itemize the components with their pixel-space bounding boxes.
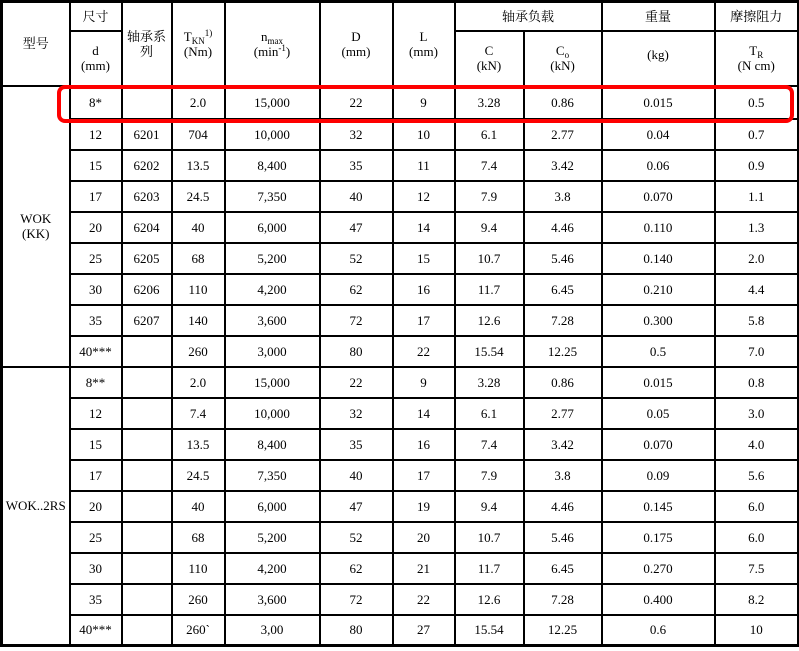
table-row <box>2 429 799 460</box>
table-cell: 27 <box>393 615 455 646</box>
table-cell <box>122 522 172 553</box>
table-cell: 5.6 <box>715 460 799 491</box>
table-cell: 0.110 <box>602 212 715 243</box>
table-row <box>2 615 799 646</box>
table-cell: 6.0 <box>715 491 799 522</box>
header-weight: 重量 <box>602 2 715 31</box>
table-row <box>2 274 799 305</box>
table-cell: 0.05 <box>602 398 715 429</box>
table-cell: 6.45 <box>524 553 602 584</box>
table-cell: 16 <box>393 274 455 305</box>
table-row <box>2 491 799 522</box>
model-cell <box>2 367 70 646</box>
table-cell: 68 <box>172 243 225 274</box>
table-cell: 40 <box>172 491 225 522</box>
table-row <box>2 305 799 336</box>
table-cell: 8.2 <box>715 584 799 615</box>
table-cell: 17 <box>70 460 122 491</box>
table-cell: 8* <box>70 86 122 119</box>
table-cell: 15 <box>70 150 122 181</box>
header-outer-diameter <box>320 2 393 86</box>
table-cell: 40 <box>172 212 225 243</box>
header-outer-diameter-symbol: D <box>351 28 361 44</box>
table-row <box>2 212 799 243</box>
table-cell: 3.8 <box>524 460 602 491</box>
table-cell: 3.8 <box>524 181 602 212</box>
table-cell: 9.4 <box>455 491 524 522</box>
table-cell: 0.09 <box>602 460 715 491</box>
table-cell: 4,200 <box>225 274 320 305</box>
table-cell <box>122 336 172 367</box>
table-cell: 0.06 <box>602 150 715 181</box>
header-length-unit: (mm) <box>409 43 438 59</box>
table-cell <box>122 367 172 398</box>
table-cell: 21 <box>393 553 455 584</box>
table-cell: 7.9 <box>455 460 524 491</box>
table-cell <box>122 615 172 646</box>
table-cell <box>122 460 172 491</box>
table-cell: 6205 <box>122 243 172 274</box>
header-series-line2: 列 <box>139 43 153 59</box>
table-row <box>2 460 799 491</box>
header-nmax <box>225 2 320 86</box>
table-cell: 7.4 <box>455 429 524 460</box>
table-cell: 72 <box>320 584 393 615</box>
table-cell: 35 <box>70 584 122 615</box>
table-cell: 0.400 <box>602 584 715 615</box>
table-cell: 25 <box>70 522 122 553</box>
table-cell <box>122 398 172 429</box>
table-row <box>2 243 799 274</box>
table-cell: 7.0 <box>715 336 799 367</box>
header-torque-symbol: $T_{KN}^{1)}$ <box>183 27 213 46</box>
table-cell: 17 <box>70 181 122 212</box>
table-cell: 7.4 <box>172 398 225 429</box>
table-cell: 13.5 <box>172 150 225 181</box>
header-length <box>393 2 455 86</box>
table-cell: 7.4 <box>455 150 524 181</box>
table-cell: 4.46 <box>524 212 602 243</box>
table-row <box>2 336 799 367</box>
table-row <box>2 181 799 212</box>
table-cell: 24.5 <box>172 181 225 212</box>
table-cell: 704 <box>172 119 225 150</box>
table-cell: 11.7 <box>455 553 524 584</box>
header-size: 尺寸 <box>70 2 122 31</box>
table-cell: 110 <box>172 274 225 305</box>
table-cell: 17 <box>393 460 455 491</box>
table-cell: 0.04 <box>602 119 715 150</box>
table-cell: 1.3 <box>715 212 799 243</box>
table-cell: 6.45 <box>524 274 602 305</box>
table-cell: 52 <box>320 243 393 274</box>
table-cell: 12.6 <box>455 305 524 336</box>
table-cell: 3,000 <box>225 336 320 367</box>
table-cell: 0.270 <box>602 553 715 584</box>
header-load-co-unit: (kN) <box>550 58 575 73</box>
table-cell: 40 <box>320 460 393 491</box>
header-load-co-symbol: $C_o$ <box>555 43 570 60</box>
table-cell: 15.54 <box>455 336 524 367</box>
header-series-line1: 轴承系 <box>126 28 166 44</box>
table-cell: 0.86 <box>524 86 602 119</box>
table-cell: 35 <box>70 305 122 336</box>
table-cell: 22 <box>393 336 455 367</box>
table-cell: 6,000 <box>225 212 320 243</box>
table-cell: 3,600 <box>225 305 320 336</box>
table-row <box>2 86 799 119</box>
table-cell: 3.0 <box>715 398 799 429</box>
table-cell: 9.4 <box>455 212 524 243</box>
table-cell: 3.42 <box>524 429 602 460</box>
table-cell: 40*** <box>70 336 122 367</box>
table-cell: 25 <box>70 243 122 274</box>
header-torque <box>172 2 225 86</box>
table-cell: 32 <box>320 119 393 150</box>
table-cell: 8,400 <box>225 429 320 460</box>
table-cell: 24.5 <box>172 460 225 491</box>
table-row <box>2 398 799 429</box>
header-load-co <box>524 31 602 86</box>
header-load-c-unit: (kN) <box>476 58 502 73</box>
table-cell: 0.070 <box>602 429 715 460</box>
table-cell: 62 <box>320 553 393 584</box>
table-row <box>2 367 799 398</box>
header-friction-symbol <box>715 31 799 86</box>
table-cell: 5,200 <box>225 243 320 274</box>
table-cell: 12 <box>70 398 122 429</box>
table-cell: 0.015 <box>602 367 715 398</box>
table-cell: 20 <box>393 522 455 553</box>
header-friction-unit: (N cm) <box>737 58 775 73</box>
table-cell: 6207 <box>122 305 172 336</box>
header-torque-unit: (Nm) <box>183 43 213 59</box>
table-cell: 20 <box>70 212 122 243</box>
table-cell: 4.4 <box>715 274 799 305</box>
table-cell: 7.5 <box>715 553 799 584</box>
model-label: (KK) <box>22 226 50 241</box>
table-cell: 140 <box>172 305 225 336</box>
table-cell: 7,350 <box>225 181 320 212</box>
header-model: 型号 <box>2 2 70 86</box>
table-cell: 260 <box>172 336 225 367</box>
table-cell: 10.7 <box>455 243 524 274</box>
table-cell: 19 <box>393 491 455 522</box>
table-cell <box>122 584 172 615</box>
table-cell: 0.6 <box>602 615 715 646</box>
table-cell: 7.9 <box>455 181 524 212</box>
table-cell: 35 <box>320 150 393 181</box>
table-cell <box>122 553 172 584</box>
table-cell: 3.28 <box>455 86 524 119</box>
table-cell: 6.1 <box>455 398 524 429</box>
table-cell: 4.46 <box>524 491 602 522</box>
header-length-symbol: L <box>419 28 428 44</box>
table-cell: 40 <box>320 181 393 212</box>
table-cell: 7.28 <box>524 584 602 615</box>
table-cell: 13.5 <box>172 429 225 460</box>
table-cell: 8** <box>70 367 122 398</box>
table-cell: 15,000 <box>225 86 320 119</box>
table-cell <box>122 491 172 522</box>
table-cell: 6.1 <box>455 119 524 150</box>
table-cell: 22 <box>320 367 393 398</box>
table-cell: 35 <box>320 429 393 460</box>
table-cell: 0.86 <box>524 367 602 398</box>
table-cell: 47 <box>320 212 393 243</box>
table-cell: 3.42 <box>524 150 602 181</box>
table-cell: 0.015 <box>602 86 715 119</box>
header-bore <box>70 31 122 86</box>
header-nmax-symbol: $n_{max}$ <box>261 28 283 46</box>
table-cell: 6.0 <box>715 522 799 553</box>
table-cell: 2.77 <box>524 398 602 429</box>
table-cell: 2.0 <box>172 367 225 398</box>
header-bore-symbol: d <box>92 43 99 58</box>
table-cell: 6203 <box>122 181 172 212</box>
table-cell: 68 <box>172 522 225 553</box>
header-nmax-unit: $(\min^{-1})$ <box>253 42 291 59</box>
table-cell: 2.77 <box>524 119 602 150</box>
table-cell: 0.9 <box>715 150 799 181</box>
table-cell: 8,400 <box>225 150 320 181</box>
header-friction: 摩擦阻力 <box>715 2 799 31</box>
table-cell: 6201 <box>122 119 172 150</box>
table-cell: 14 <box>393 212 455 243</box>
table-cell: 5,200 <box>225 522 320 553</box>
table-cell: 32 <box>320 398 393 429</box>
table-cell: 10 <box>393 119 455 150</box>
table-row <box>2 522 799 553</box>
table-cell: 7.28 <box>524 305 602 336</box>
table-cell: 0.145 <box>602 491 715 522</box>
table-cell: 3,600 <box>225 584 320 615</box>
table-cell: 4.0 <box>715 429 799 460</box>
table-cell: 0.070 <box>602 181 715 212</box>
table-cell: 3,00 <box>225 615 320 646</box>
table-cell: 5.8 <box>715 305 799 336</box>
table-cell: 15 <box>70 429 122 460</box>
table-cell: 6204 <box>122 212 172 243</box>
table-row <box>2 150 799 181</box>
table-row <box>2 584 799 615</box>
table-cell: 0.300 <box>602 305 715 336</box>
table-row <box>2 119 799 150</box>
table-cell: 260` <box>172 615 225 646</box>
table-cell: 9 <box>393 86 455 119</box>
table-cell: 0.8 <box>715 367 799 398</box>
table-cell: 0.7 <box>715 119 799 150</box>
table-cell: 0.210 <box>602 274 715 305</box>
table-cell: 12 <box>393 181 455 212</box>
table-cell: 5.46 <box>524 522 602 553</box>
model-cell <box>2 86 70 367</box>
table-cell: 47 <box>320 491 393 522</box>
table-cell: 12.25 <box>524 336 602 367</box>
table-cell: 0.5 <box>715 86 799 119</box>
table-cell: 72 <box>320 305 393 336</box>
table-cell: 12 <box>70 119 122 150</box>
table-cell: 52 <box>320 522 393 553</box>
header-friction-tr: $T_R$ <box>749 43 764 60</box>
table-cell: 40*** <box>70 615 122 646</box>
table-cell: 15,000 <box>225 367 320 398</box>
table-cell: 11 <box>393 150 455 181</box>
table-cell: 2.0 <box>715 243 799 274</box>
table-cell: 0.175 <box>602 522 715 553</box>
table-cell: 7,350 <box>225 460 320 491</box>
table-cell: 4,200 <box>225 553 320 584</box>
table-cell: 6206 <box>122 274 172 305</box>
header-weight-unit: (kg) <box>602 31 715 86</box>
table-cell: 30 <box>70 274 122 305</box>
table-cell: 22 <box>393 584 455 615</box>
table-cell: 6202 <box>122 150 172 181</box>
table-cell: 0.140 <box>602 243 715 274</box>
table-cell <box>122 429 172 460</box>
table-cell: 12.25 <box>524 615 602 646</box>
model-label: WOK..2RS <box>5 498 66 514</box>
table-cell: 14 <box>393 398 455 429</box>
table-cell: 6,000 <box>225 491 320 522</box>
table-row <box>2 553 799 584</box>
model-label: WOK <box>20 211 52 226</box>
table-cell: 10.7 <box>455 522 524 553</box>
table-cell: 62 <box>320 274 393 305</box>
table-body <box>2 86 799 646</box>
table-cell: 12.6 <box>455 584 524 615</box>
header-bore-unit: (mm) <box>81 58 110 73</box>
table-cell: 10 <box>715 615 799 646</box>
table-cell: 22 <box>320 86 393 119</box>
table-cell: 80 <box>320 615 393 646</box>
table-cell: 9 <box>393 367 455 398</box>
table-cell: 110 <box>172 553 225 584</box>
table-cell: 15 <box>393 243 455 274</box>
table-cell: 11.7 <box>455 274 524 305</box>
table-cell: 80 <box>320 336 393 367</box>
table-cell: 16 <box>393 429 455 460</box>
table-cell: 260 <box>172 584 225 615</box>
table-cell: 2.0 <box>172 86 225 119</box>
table-cell <box>122 86 172 119</box>
table-cell: 3.28 <box>455 367 524 398</box>
table-cell: 20 <box>70 491 122 522</box>
table-cell: 0.5 <box>602 336 715 367</box>
table-cell: 5.46 <box>524 243 602 274</box>
table-cell: 15.54 <box>455 615 524 646</box>
table-cell: 1.1 <box>715 181 799 212</box>
header-load-c <box>455 31 524 86</box>
header-load: 轴承负载 <box>455 2 602 31</box>
table-cell: 30 <box>70 553 122 584</box>
header-outer-diameter-unit: (mm) <box>341 43 371 59</box>
table-cell: 10,000 <box>225 398 320 429</box>
table-cell: 10,000 <box>225 119 320 150</box>
header-series <box>122 2 172 86</box>
table-cell: 17 <box>393 305 455 336</box>
header-load-c-symbol: C <box>484 43 494 58</box>
